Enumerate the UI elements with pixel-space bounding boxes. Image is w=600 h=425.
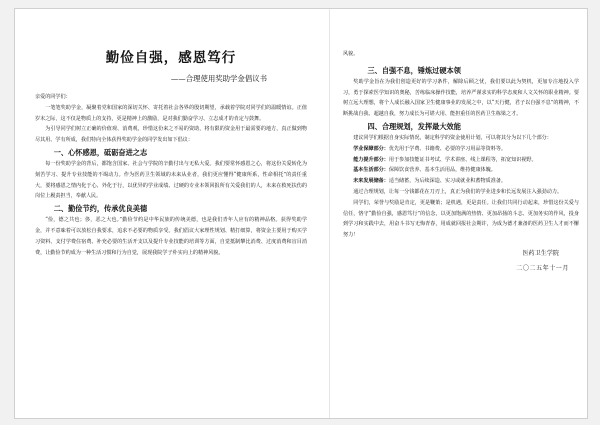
plan-item-text: 优先用于学费、书籍费、必要的学习用品等资料等。 [388,145,507,152]
section-heading: 一、心怀感恩，砥砺奋进之志 [53,147,148,157]
intro-paragraph: 一笔笔奖助学金，凝聚着党和国家的深切关怀、寄托着社会各界的殷切期望，承载着学院对同学们的温暖情谊。正值岁末之际，这不仅是物质上的支持，更是精神上的激励，是对我们勤奋学习、立志成才的肯定与鼓舞。 [35,104,307,122]
section-heading: 三、自强不息，锤炼过硬本领 [367,65,461,75]
plan-item [343,144,579,155]
date: 二〇二五年十一月 [516,264,569,272]
page-divider [329,9,330,418]
plan-item-label: 学业保障部分： [353,145,389,152]
closing-paragraph: 同学们，荣誉与奖励是肯定，更是鞭策；是机遇，更是责任。让我们共同行动起来，珍惜这份关爱与信任，恪守“勤俭自强，感恩笃行”的信念，以更加饱满的热情、更加昂扬的斗志、更加务实的作风，投身到学习和实践中去，用奋斗书写无悔青春，用成就回报社会期许，为成为德才兼备的医药卫生人才而不懈努力！ [343,199,579,239]
document-spread [14,8,588,419]
plan-item-text: 适当储蓄，为后续深造、实习或就业积蓄物质准备。 [388,178,507,185]
plan-item-label: 能力提升部分： [353,156,389,163]
right-page [333,9,587,418]
plan-item-text: 用于参加技能证书考试、学术讲座、线上课程等，拓宽知识视野。 [388,156,537,163]
plan-item [343,176,579,187]
plan-item [343,155,579,166]
document-subtitle: ——合理使用奖助学金倡议书 [170,74,267,83]
signature: 医药卫生学院 [522,249,559,257]
section-paragraph: 奖助学金旨在为我们创造更好的学习条件，解除后顾之忧，我们要以此为契机，更加专注地投入学习，勇于探索医学知识的奥秘，苦练临床操作技能，培养严谨求实的科学态度和人文关怀的职业精神。要树立远大理想，将个人成长融入国家卫生健康事业的发展之中，以“天行健，君子以自强不息”的精神，不断挑战自我、超越自我，努力成长为可堪大用、能担重任的医药卫生栋梁之才。 [343,78,579,118]
plan-item [343,165,579,176]
left-page [15,9,317,418]
section-paragraph: “俭，德之共也；侈，恶之大也。”勤俭节约是中华民族的传统美德，也是我们青年人应有的精神品格。获得奖助学金，并不意味着可以放松自我要求，追求不必要的物质享受。我们倡议大家理性规划、精打细算，将资金主要用于购买学习资料、支付学费住宿费、补充必要的生活开支以及提升专业技能的培训等方面，自觉抵制攀比消费、过度消费和盲目消费，让勤俭节约成为一种生活习惯和行为自觉，展现我院学子朴实向上的精神风貌。 [35,217,307,256]
salutation: 亲爱的同学们： [35,94,71,100]
section-paragraph: 每一份奖助学金的背后，都饱含国家、社会与学院的辛勤付出与无私大爱。我们要常怀感恩之心，将这份关爱转化为刻苦学习、提升专业技能的不竭动力。作为医药卫生领域的未来从业者，我们更应懂得“健康所系，性命相托”的责任重大，要将感恩之情内化于心、外化于行，以优异的学业成绩、过硬的专业本领回报所有关爱我们的人，未来在救死扶伤的岗位上履责担当，奉献人民。 [35,160,307,200]
plan-item-text: 保障饮食营养、基本生活用品，维持健康体魄。 [388,167,496,174]
plan-item-label: 未来发展储备： [353,178,389,185]
section-paragraph: 建议同学们根据自身实际情况，制定科学的资金使用计划，可以将其分为以下几个部分： [353,134,552,141]
document-title: 勤俭自强，感恩笃行 [105,50,237,66]
section-heading: 四、合理规划，发挥最大效能 [367,121,461,131]
section-heading: 二、勤俭节约，传承优良美德 [53,204,148,214]
section-paragraph: 通过合理规划，让每一分钱都花在刀刃上，真正为我们的学业进步和长远发展注入强劲动力。 [353,188,563,195]
plan-item-label: 基本生活部分： [353,167,389,174]
intro-paragraph: 为引导同学们树立正确的价值观、消费观，珍惜这份来之不易的资助，将有限的资金用于最需要的地方，真正做到物尽其用、学有所成，我们特向全体获得奖助学金的同学发出如下倡议： [35,126,307,144]
continued-text: 风貌。 [343,51,359,57]
